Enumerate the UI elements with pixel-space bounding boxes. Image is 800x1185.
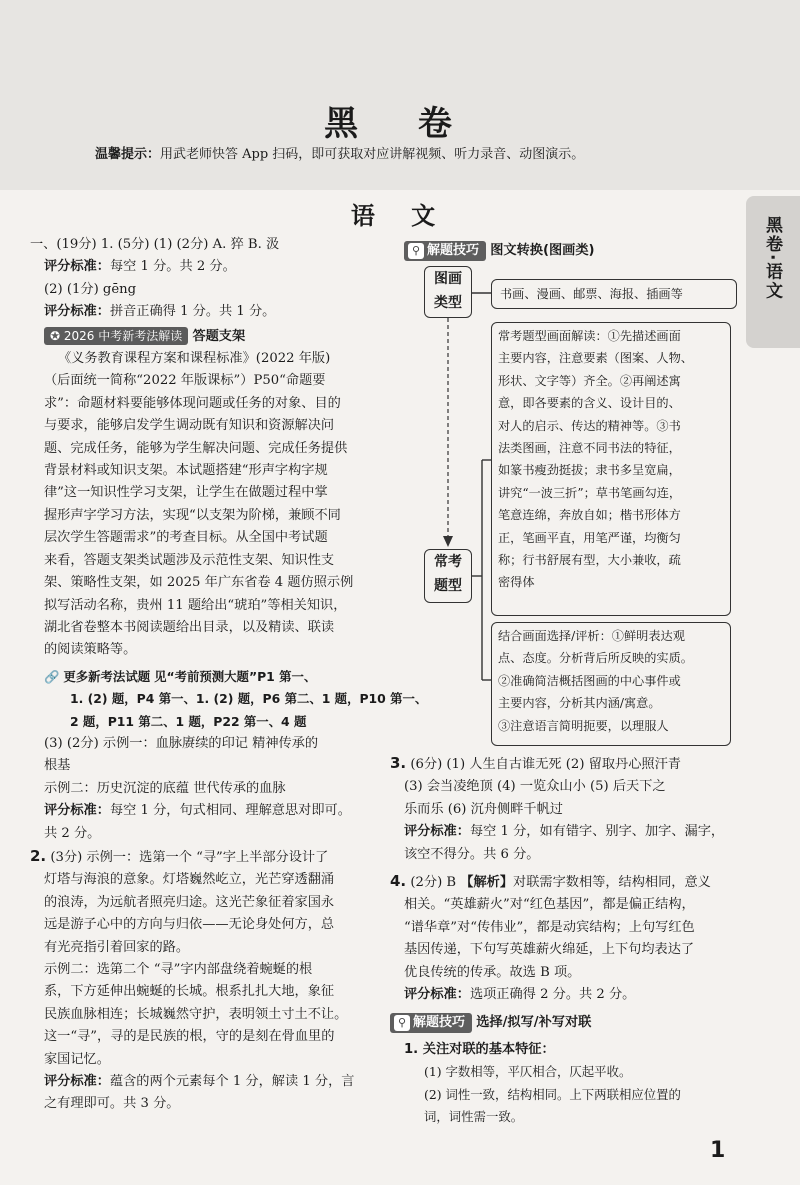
para-line: 握形声字学习方法，实现“以支架为阶梯，兼顾不同 xyxy=(44,507,341,523)
scoring-label: 评分标准： xyxy=(44,1074,110,1090)
para-line: 湖北省卷整本书阅读题给出目录，以及精读、联读 xyxy=(44,619,335,635)
tips-line: (2) 词性一致，结构相同。上下两联相应位置的 xyxy=(424,1086,681,1102)
reading-line: 形状、文字等）齐全。②再阐述寓 xyxy=(498,373,681,388)
right-column-bottom xyxy=(390,752,744,1129)
q2-number: 2. xyxy=(30,846,47,865)
tip-text: 用武老师快答 App 扫码，即可获取对应讲解视频、听力录音、动图演示。 xyxy=(160,147,585,162)
new-method-topic: 答题支架 xyxy=(192,328,246,344)
solve-tip-tag xyxy=(404,241,486,261)
side-tab xyxy=(746,196,800,348)
reading-line: 如篆书瘦劲挺拔；隶书多呈宽扁， xyxy=(498,463,681,478)
q4-number: 4. xyxy=(390,872,407,891)
side-tab-label: 黑卷·语文 xyxy=(762,216,782,301)
solve-tip-tag-2-label: 解题技巧 xyxy=(413,1015,466,1031)
para-line: 与要求，能够启发学生调动既有知识和资源解决问 xyxy=(44,418,335,434)
choice-line: 结合画面选择/评析：①鲜明表达观 xyxy=(498,629,685,643)
para-line: 拟写活动名称，贵州 11 题给出“琥珀”等相关知识， xyxy=(44,597,347,613)
para-line: 背景材料或知识支架。本试题搭建“形声字构字规 xyxy=(44,463,328,479)
tips-line: 词，词性需一致。 xyxy=(424,1109,524,1125)
analysis-paragraph xyxy=(30,348,375,662)
key-icon: ⚲ xyxy=(394,1015,410,1031)
solve-tip-tag-2 xyxy=(390,1013,472,1033)
q2-line: 灯塔与海浪的意象。灯塔巍然屹立，光芒穿透翻涌 xyxy=(44,872,335,888)
q1-2-line: (2) (1分) gēng xyxy=(44,281,137,297)
scoring-label: 评分标准： xyxy=(44,803,110,819)
q4-line: 基因传递，下句写英雄薪火绵延，上下句均表达了 xyxy=(404,942,695,958)
left-column xyxy=(30,234,428,1116)
q1-line: 一、(19分) 1. (5分) (1) (2分) A. 猝 B. 汲 xyxy=(30,237,280,252)
scoring-text: 选项正确得 2 分。共 2 分。 xyxy=(469,987,636,1003)
scoring-label: 评分标准： xyxy=(44,259,110,275)
para-line: （后面统一简称“2022 年版课标”）P50“命题要 xyxy=(44,373,326,389)
more-questions-line: 1. (2) 题，P4 第一、1. (2) 题，P6 第二、1 题，P10 第一、 xyxy=(70,691,428,707)
para-line: 律”这一知识性学习支架，让学生在做题过程中掌 xyxy=(44,485,328,501)
bulb-icon: ✪ xyxy=(50,328,64,343)
scoring-label: 评分标准： xyxy=(404,824,470,840)
q2-line: 系，下方延伸出蜿蜒的长城。根系扎扎大地，象征 xyxy=(44,984,335,1000)
q3-line: (6分) (1) 人生自古谁无死 (2) 留取丹心照汗青 xyxy=(410,757,681,772)
diagram-type-text: 书画、漫画、邮票、海报、插画等 xyxy=(500,287,683,301)
q2-line: 远是游子心中的方向与归依——无论身处何方，总 xyxy=(44,917,335,933)
diagram-node-type-label: 图画类型 xyxy=(434,271,462,311)
reading-line: 密得体 xyxy=(498,575,535,590)
q2-line: (3分) 示例一：选第一个 “寻”字上半部分设计了 xyxy=(50,849,329,865)
choice-line: 点、态度。分析背后所反映的实质。 xyxy=(498,651,693,666)
scoring-label: 评分标准： xyxy=(44,304,110,320)
solve-tip-topic-2: 选择/拟写/补写对联 xyxy=(476,1015,592,1031)
new-method-tag xyxy=(44,327,188,345)
q1-3-line: 根基 xyxy=(44,758,71,774)
q4-line: 对联需字数相等，结构相同，意义 xyxy=(513,875,711,891)
more-questions-line: 见“考前预测大题”P1 第一、 xyxy=(154,668,317,684)
key-icon: ⚲ xyxy=(408,243,424,259)
q4-analysis-label: 【解析】 xyxy=(460,875,514,891)
para-line: 的阅读策略等。 xyxy=(44,642,137,658)
tip-line xyxy=(95,143,584,162)
scoring-label: 评分标准： xyxy=(404,987,470,1003)
q1-3-line: (3) (2分) 示例一：血脉赓续的印记 精神传承的 xyxy=(44,735,319,751)
q1-3-line: 示例二：历史沉淀的底蕴 世代传承的血脉 xyxy=(44,780,286,796)
diagram-type-box xyxy=(491,279,737,309)
q4-answer: (2分) B xyxy=(410,875,461,891)
reading-line: 讲究“一波三折”；草书笔画勾连， xyxy=(498,485,682,500)
q2-line: 的浪涛，为远航者照亮归途。这光芒象征着家国永 xyxy=(44,894,335,910)
diagram-choice-box xyxy=(491,622,731,746)
para-line: 《义务教育课程方案和课程标准》(2022 年版) xyxy=(58,351,331,367)
para-line: 层次学生答题需求”的考查目标。从全国中考试题 xyxy=(44,530,328,546)
tips-line: (1) 字数相等，平仄相合，仄起平收。 xyxy=(424,1064,632,1080)
q4-line: 相关。“英雄薪火”对“红色基因”，都是偏正结构， xyxy=(404,897,695,913)
q3-line: 乐而乐 (6) 沉舟侧畔千帆过 xyxy=(404,801,563,817)
exam-title: 黑 卷 xyxy=(324,104,476,144)
q3-line: (3) 会当凌绝顶 (4) 一览众山小 (5) 后天下之 xyxy=(404,779,666,795)
q2-line: 示例二：选第二个 “寻”字内部盘绕着蜿蜒的根 xyxy=(44,962,313,977)
reading-line: 意，即各要素的含义、设计目的、 xyxy=(498,396,681,411)
choice-line: ③注意语言简明扼要，以理服人 xyxy=(498,718,669,733)
choice-line: ②准确简洁概括图画的中心事件或 xyxy=(498,673,681,688)
q2-line: 有光亮指引着回家的路。 xyxy=(44,939,190,955)
q2-line: 这一“寻”，寻的是民族的根，守的是刻在骨血里的 xyxy=(44,1029,335,1045)
q4-line: 优良传统的传承。故选 B 项。 xyxy=(404,964,581,980)
tip-label: 温馨提示： xyxy=(95,147,161,162)
q4-line: “谱华章”对“传伟业”，都是动宾结构；上句写红色 xyxy=(404,919,695,935)
link-icon: 🔗 xyxy=(44,668,64,684)
more-questions-line: 2 题，P11 第二、1 题，P22 第一、4 题 xyxy=(70,713,307,729)
scoring-text: 每空 1 分。共 2 分。 xyxy=(109,259,236,275)
scoring-text: 之有理即可。共 3 分。 xyxy=(44,1096,180,1112)
scoring-text: 每空 1 分，如有错字、别字、加字、漏字， xyxy=(469,824,725,840)
para-line: 求”：命题材料要能够体现问题或任务的对象、目的 xyxy=(44,395,341,411)
reading-line: 主要内容，注意要素（图案、人物、 xyxy=(498,351,693,366)
reading-line: 笔意连绵，奔放自如；楷书形体方 xyxy=(498,508,681,523)
reading-line: 称；行书舒展有型，大小兼收，疏 xyxy=(498,553,681,568)
diagram-reading-box xyxy=(491,322,731,616)
reading-line: 法类图画，注意不同书法的特征， xyxy=(498,441,681,456)
diagram-node-question xyxy=(424,549,472,603)
choice-line: 主要内容，分析其内涵/寓意。 xyxy=(498,696,661,711)
new-method-tag-label: 2026 中考新考法解读 xyxy=(63,328,183,343)
reading-line: 正，笔画平直，用笔严谨，均衡匀 xyxy=(498,530,681,545)
para-line: 架、策略性支架，如 2025 年广东省卷 4 题仿照示例 xyxy=(44,575,354,591)
scoring-text: 该空不得分。共 6 分。 xyxy=(404,846,540,862)
solve-tip-topic: 图文转换(图画类) xyxy=(490,243,595,258)
q3-number: 3. xyxy=(390,754,407,772)
q2-line: 家国记忆。 xyxy=(44,1051,110,1067)
reading-line: 常考题型画面解读：①先描述画面 xyxy=(498,329,681,343)
solve-tip-tag-label: 解题技巧 xyxy=(427,243,480,258)
reading-line: 对人的启示、传达的精神等。③书 xyxy=(498,418,681,433)
page-number: 1 xyxy=(710,1138,726,1163)
q2-line: 民族血脉相连；长城巍然守护，表明领土寸土不让。 xyxy=(44,1006,348,1022)
para-line: 来看，答题支架类试题涉及示范性支架、知识性支 xyxy=(44,552,335,568)
scoring-text: 拼音正确得 1 分。共 1 分。 xyxy=(109,304,276,320)
tips-title: 1. 关注对联的基本特征： xyxy=(404,1041,555,1057)
more-questions-title: 更多新考法试题 xyxy=(63,668,151,684)
scoring-text: 每空 1 分，句式相同、理解意思对即可。 xyxy=(109,803,351,819)
diagram-node-type xyxy=(424,266,472,318)
para-line: 题、完成任务，能够为学生解决问题、完成任务提供 xyxy=(44,440,348,456)
diagram-node-question-label: 常考题型 xyxy=(434,554,462,594)
subject-title: 语 文 xyxy=(350,202,450,230)
scoring-text: 蕴含的两个元素每个 1 分，解读 1 分，言 xyxy=(109,1074,355,1090)
scoring-text: 共 2 分。 xyxy=(44,825,101,841)
